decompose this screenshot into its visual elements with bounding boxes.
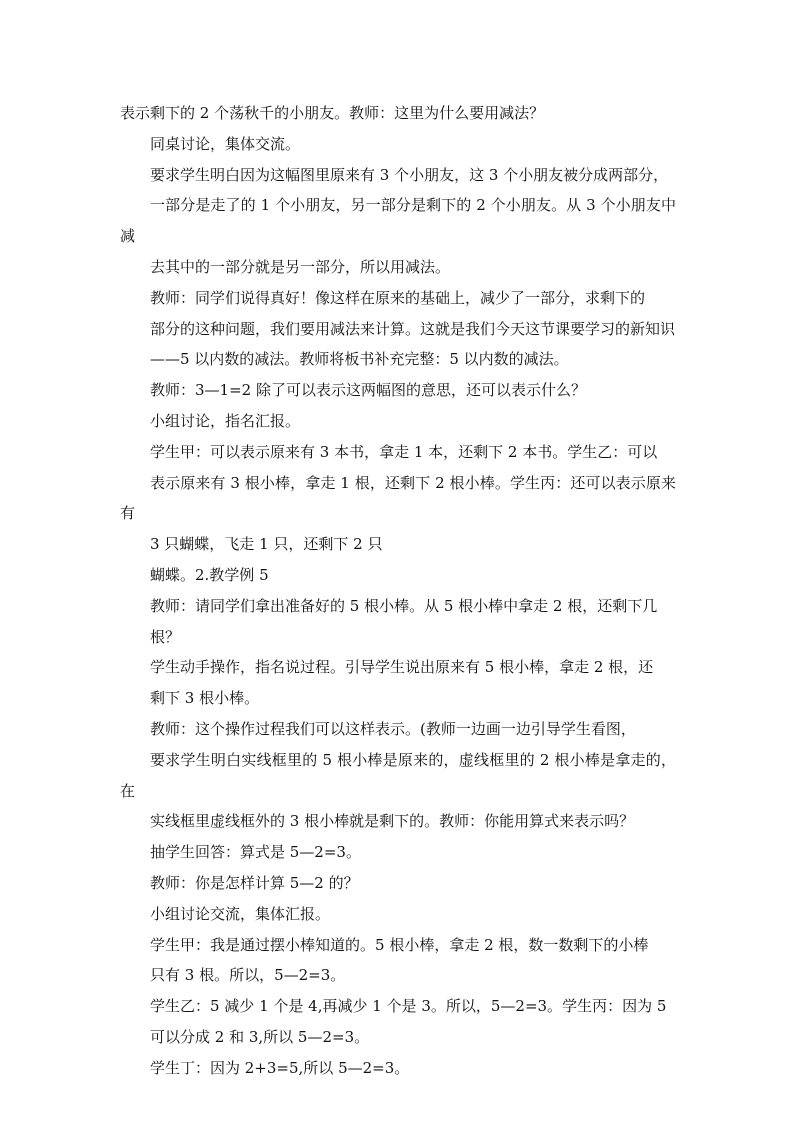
text-line: 剩下 3 根小棒。 <box>150 689 260 708</box>
text-line: 学生动手操作，指名说过程。引导学生说出原来有 5 根小棒，拿走 2 根，还 <box>150 658 654 677</box>
text-line: 小组讨论，指名汇报。 <box>150 411 301 430</box>
text-line: 教师：3—1=2 除了可以表示这两幅图的意思，还可以表示什么？ <box>150 381 586 400</box>
text-line: 实线框里虚线框外的 3 根小棒就是剩下的。教师：你能用算式来表示吗？ <box>150 812 635 831</box>
text-line: 学生乙：5 减少 1 个是 4,再减少 1 个是 3。所以，5—2=3。学生丙：因为 5 <box>150 997 667 1016</box>
text-line: 要求学生明白实线框里的 5 根小棒是原来的，虚线框里的 2 根小棒是拿走的，在 <box>120 750 676 800</box>
text-line: 表示剩下的 2 个荡秋千的小朋友。教师：这里为什么要用减法？ <box>120 104 545 122</box>
text-line: 学生甲：我是通过摆小棒知道的。5 根小棒，拿走 2 根，数一数剩下的小棒 <box>150 935 649 954</box>
text-line: 教师：这个操作过程我们可以这样表示。(教师一边画一边引导学生看图， <box>150 719 636 738</box>
paragraph <box>120 437 676 560</box>
text-line: 蝴蝶。2.教学例 5 <box>150 565 269 584</box>
paragraph <box>120 837 676 868</box>
text-line: 去其中的一部分就是另一部分，所以用减法。 <box>150 257 451 276</box>
paragraph <box>120 406 676 437</box>
paragraph <box>120 652 676 714</box>
text-line: 抽学生回答：算式是 5—2=3。 <box>150 843 361 862</box>
text-line: 只有 3 根。所以，5—2=3。 <box>150 966 346 985</box>
paragraph <box>120 930 676 992</box>
text-line: 3 只蝴蝶，飞走 1 只，还剩下 2 只 <box>150 535 383 554</box>
text-line: ——5 以内数的减法。教师将板书补充完整：5 以内数的减法。 <box>150 350 569 369</box>
paragraph <box>120 560 676 591</box>
text-line: 表示原来有 3 根小棒，拿走 1 根，还剩下 2 根小棒。学生丙：还可以表示原来有 <box>120 473 676 523</box>
text-line: 同桌讨论，集体交流。 <box>150 134 301 153</box>
paragraph <box>120 375 676 406</box>
text-line: 教师：请同学们拿出准备好的 5 根小棒。从 5 根小棒中拿走 2 根，还剩下几 <box>150 596 658 615</box>
paragraph <box>120 1053 676 1084</box>
text-line: 小组讨论交流，集体汇报。 <box>150 904 331 923</box>
text-line: 教师：同学们说得真好！像这样在原来的基础上，减少了一部分，求剩下的 <box>150 288 646 307</box>
text-line: 一部分是走了的 1 个小朋友，另一部分是剩下的 2 个小朋友。从 3 个小朋友中减 <box>120 196 676 246</box>
paragraph <box>120 98 676 129</box>
paragraph <box>120 868 676 899</box>
text-line: 可以分成 2 和 3,所以 5—2=3。 <box>150 1027 370 1046</box>
paragraph <box>120 899 676 930</box>
document-page <box>120 98 676 1084</box>
text-line: 教师：你是怎样计算 5—2 的？ <box>150 873 359 892</box>
text-line: 要求学生明白因为这幅图里原来有 3 个小朋友，这 3 个小朋友被分成两部分， <box>150 165 669 184</box>
paragraph <box>120 991 676 1053</box>
paragraph <box>120 160 676 283</box>
paragraph <box>120 591 676 653</box>
paragraph <box>120 714 676 837</box>
paragraph <box>120 129 676 160</box>
paragraph <box>120 283 676 375</box>
text-line: 学生甲：可以表示原来有 3 本书，拿走 1 本，还剩下 2 本书。学生乙：可以 <box>150 442 658 461</box>
text-line: 学生丁：因为 2+3=5,所以 5—2=3。 <box>150 1058 410 1077</box>
text-line: 部分的这种问题，我们要用减法来计算。这就是我们今天这节课要学习的新知识 <box>150 319 676 338</box>
text-line: 根？ <box>150 627 181 646</box>
